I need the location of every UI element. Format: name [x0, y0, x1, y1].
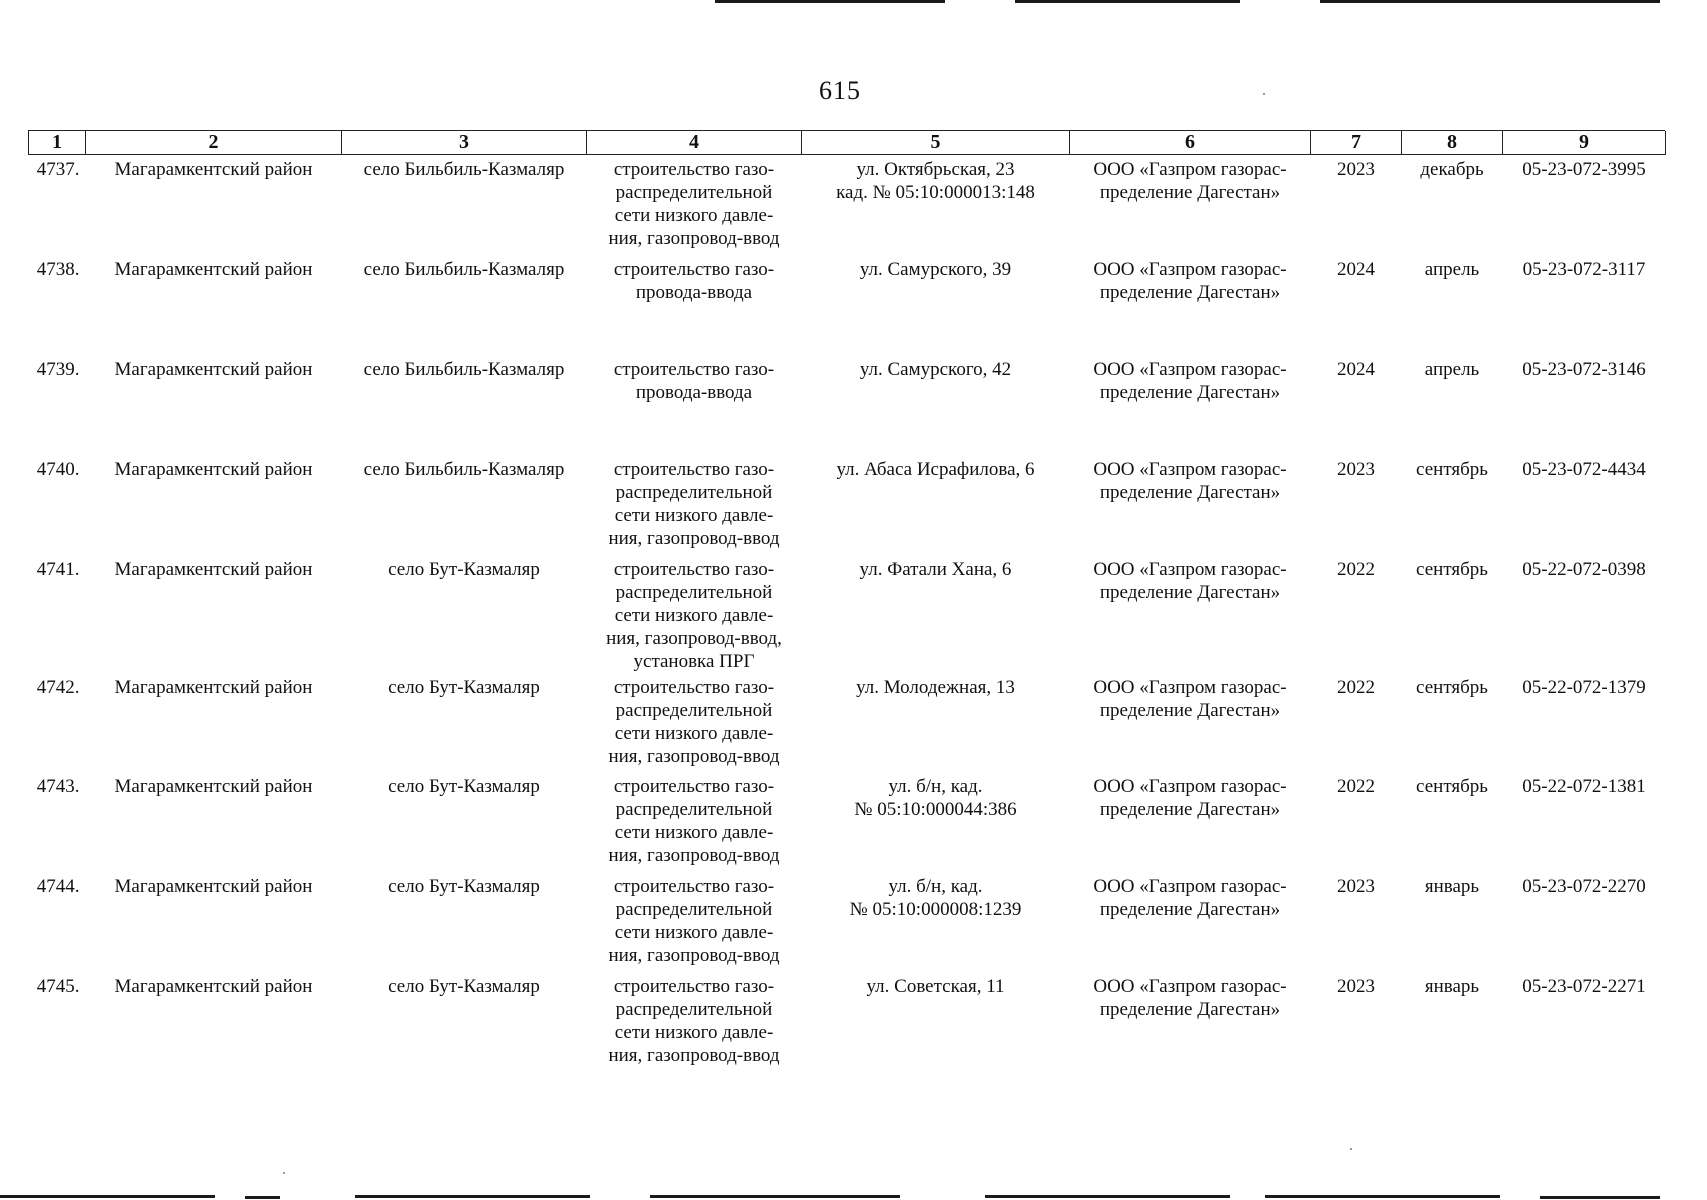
month-cell: апрель	[1424, 259, 1480, 280]
organization-cell: ООО «Газпром газорас- пределение Дагестан»	[1093, 677, 1287, 721]
column-header: 7	[1311, 131, 1402, 155]
code-cell: 05-23-072-3146	[1522, 359, 1646, 380]
column-header: 9	[1503, 131, 1666, 155]
organization-cell: ООО «Газпром газорас- пределение Дагестан»	[1093, 876, 1287, 920]
row-number: 4743.	[36, 776, 80, 797]
year-cell: 2022	[1337, 559, 1375, 580]
row-number: 4741.	[36, 559, 80, 580]
organization-cell: ООО «Газпром газорас- пределение Дагестан»	[1093, 776, 1287, 820]
row-number: 4744.	[36, 876, 80, 897]
settlement-cell: село Бильбиль-Казмаляр	[363, 259, 565, 280]
district-cell: Магарамкентский район	[114, 559, 313, 580]
work-cell: строительство газо- провода-ввода	[613, 359, 775, 403]
month-cell: сентябрь	[1416, 459, 1488, 480]
district-cell: Магарамкентский район	[114, 359, 313, 380]
row-number: 4739.	[36, 359, 80, 380]
row-number: 4740.	[36, 459, 80, 480]
year-cell: 2023	[1337, 459, 1375, 480]
month-cell: январь	[1424, 976, 1480, 997]
scan-edge-line	[355, 1195, 590, 1198]
code-cell: 05-23-072-3117	[1522, 259, 1646, 280]
address-cell: ул. Самурского, 42	[859, 359, 1012, 380]
address-cell: ул. Абаса Исрафилова, 6	[836, 459, 1035, 480]
table-row	[29, 555, 1666, 673]
code-cell: 05-22-072-1379	[1522, 677, 1646, 698]
district-cell: Магарамкентский район	[114, 976, 313, 997]
scan-edge-line	[1265, 1195, 1500, 1198]
column-header: 3	[342, 131, 587, 155]
district-cell: Магарамкентский район	[114, 259, 313, 280]
code-cell: 05-23-072-2271	[1522, 976, 1646, 997]
work-cell: строительство газо- распределительной сети низкого давле- ния, газопровод-ввод	[608, 976, 780, 1066]
table-row	[29, 455, 1666, 555]
code-cell: 05-23-072-2270	[1522, 876, 1646, 897]
work-cell: строительство газо- распределительной сети низкого давле- ния, газопровод-ввод	[608, 459, 780, 549]
month-cell: сентябрь	[1416, 677, 1488, 698]
scan-edge-line	[985, 1195, 1230, 1198]
address-cell: ул. Самурского, 39	[859, 259, 1012, 280]
table-row	[29, 972, 1666, 1072]
address-cell: ул. Октябрьская, 23 кад. № 05:10:000013:148	[836, 159, 1035, 203]
month-cell: сентябрь	[1416, 776, 1488, 797]
work-cell: строительство газо- распределительной сети низкого давле- ния, газопровод-ввод	[608, 876, 780, 966]
settlement-cell: село Бут-Казмаляр	[388, 976, 540, 997]
work-cell: строительство газо- распределительной сети низкого давле- ния, газопровод-ввод	[608, 776, 780, 866]
address-cell: ул. б/н, кад. № 05:10:000008:1239	[849, 876, 1022, 920]
settlement-cell: село Бильбиль-Казмаляр	[363, 159, 565, 180]
address-cell: ул. Молодежная, 13	[856, 677, 1015, 698]
work-cell: строительство газо- распределительной сети низкого давле- ния, газопровод-ввод	[608, 159, 780, 249]
scan-edge-line	[245, 1196, 280, 1199]
organization-cell: ООО «Газпром газорас- пределение Дагестан»	[1093, 359, 1287, 403]
organization-cell: ООО «Газпром газорас- пределение Дагестан»	[1093, 976, 1287, 1020]
address-cell: ул. Фатали Хана, 6	[859, 559, 1012, 580]
year-cell: 2022	[1337, 677, 1375, 698]
district-cell: Магарамкентский район	[114, 459, 313, 480]
year-cell: 2024	[1337, 259, 1375, 280]
scan-edge-line	[1540, 1196, 1660, 1199]
work-cell: строительство газо- распределительной сети низкого давле- ния, газопровод-ввод	[608, 677, 780, 767]
month-cell: сентябрь	[1416, 559, 1488, 580]
column-header: 2	[86, 131, 342, 155]
scan-speck	[1350, 1148, 1352, 1150]
code-cell: 05-23-072-3995	[1522, 159, 1646, 180]
scan-edge-line	[1015, 0, 1240, 3]
work-cell: строительство газо- провода-ввода	[613, 259, 775, 303]
column-header: 1	[29, 131, 86, 155]
year-cell: 2024	[1337, 359, 1375, 380]
month-cell: апрель	[1424, 359, 1480, 380]
year-cell: 2023	[1337, 159, 1375, 180]
district-cell: Магарамкентский район	[114, 159, 313, 180]
settlement-cell: село Бут-Казмаляр	[388, 559, 540, 580]
scan-edge-line	[1320, 0, 1660, 3]
district-cell: Магарамкентский район	[114, 677, 313, 698]
table-row	[29, 772, 1666, 872]
settlement-cell: село Бут-Казмаляр	[388, 677, 540, 698]
table-row	[29, 255, 1666, 355]
organization-cell: ООО «Газпром газорас- пределение Дагестан»	[1093, 559, 1287, 603]
register-table	[28, 130, 1665, 1072]
code-cell: 05-23-072-4434	[1522, 459, 1646, 480]
organization-cell: ООО «Газпром газорас- пределение Дагестан»	[1093, 159, 1287, 203]
year-cell: 2023	[1337, 876, 1375, 897]
row-number: 4737.	[36, 159, 80, 180]
row-number: 4742.	[36, 677, 80, 698]
table-row	[29, 673, 1666, 772]
column-header: 5	[802, 131, 1070, 155]
month-cell: декабрь	[1420, 159, 1484, 180]
code-cell: 05-22-072-1381	[1522, 776, 1646, 797]
organization-cell: ООО «Газпром газорас- пределение Дагестан»	[1093, 459, 1287, 503]
table-row	[29, 872, 1666, 972]
organization-cell: ООО «Газпром газорас- пределение Дагестан»	[1093, 259, 1287, 303]
year-cell: 2023	[1337, 976, 1375, 997]
settlement-cell: село Бут-Казмаляр	[388, 776, 540, 797]
scan-edge-line	[0, 1195, 215, 1198]
scan-edge-line	[650, 1195, 900, 1198]
scan-speck	[283, 1172, 285, 1174]
table-header	[29, 131, 1666, 155]
settlement-cell: село Бут-Казмаляр	[388, 876, 540, 897]
work-cell: строительство газо- распределительной сети низкого давле- ния, газопровод-ввод, установка ПРГ	[606, 559, 782, 672]
settlement-cell: село Бильбиль-Казмаляр	[363, 359, 565, 380]
month-cell: январь	[1424, 876, 1480, 897]
address-cell: ул. б/н, кад. № 05:10:000044:386	[854, 776, 1017, 820]
column-header: 4	[587, 131, 802, 155]
row-number: 4738.	[36, 259, 80, 280]
column-header: 8	[1402, 131, 1503, 155]
row-number: 4745.	[36, 976, 80, 997]
year-cell: 2022	[1337, 776, 1375, 797]
scan-edge-line	[715, 0, 945, 3]
column-header: 6	[1070, 131, 1311, 155]
code-cell: 05-22-072-0398	[1522, 559, 1646, 580]
district-cell: Магарамкентский район	[114, 776, 313, 797]
address-cell: ул. Советская, 11	[866, 976, 1005, 997]
district-cell: Магарамкентский район	[114, 876, 313, 897]
table-row	[29, 355, 1666, 455]
settlement-cell: село Бильбиль-Казмаляр	[363, 459, 565, 480]
table-row	[29, 155, 1666, 256]
page-number: 615	[819, 76, 861, 105]
